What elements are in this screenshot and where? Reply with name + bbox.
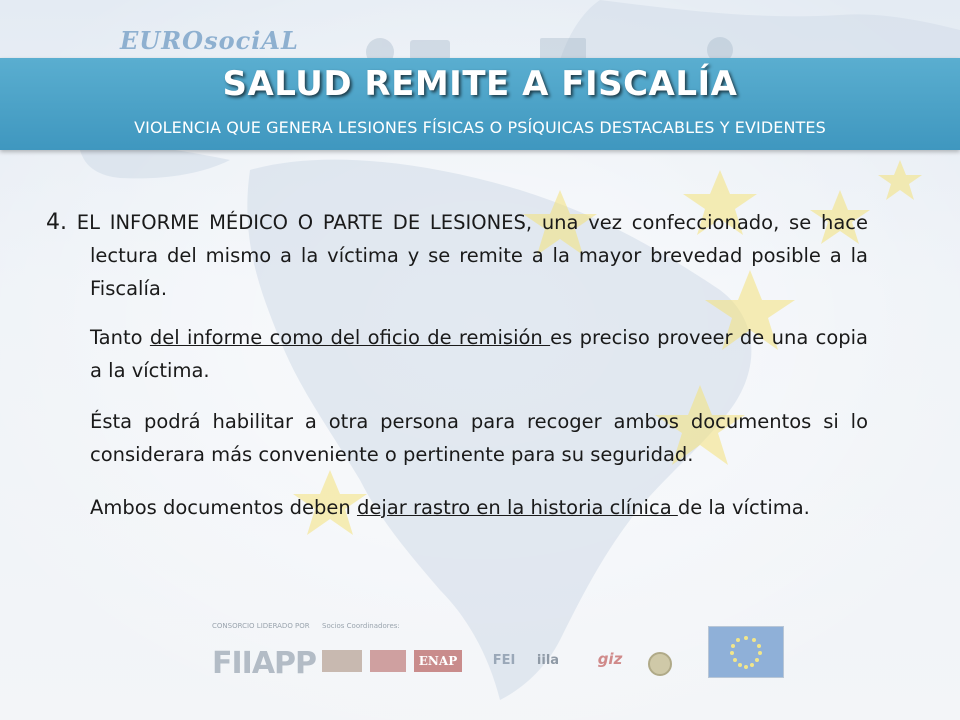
iila-logo: iila <box>536 653 560 668</box>
paragraph-rastro <box>46 489 868 527</box>
title-banner <box>0 58 960 150</box>
paragraph-habilitar: Ésta podrá habilitar a otra persona para recoger ambos documentos si lo considerara más conveniente o pertinente para su seguridad. <box>90 410 868 466</box>
eu-flag-logo <box>708 626 784 678</box>
enap-logo: ENAP <box>414 650 462 672</box>
copia-text-start: Tanto <box>90 326 150 349</box>
copia-text-end: es preciso proveer de una copia a la víctima. <box>90 326 868 382</box>
consortium-caption: CONSORCIO LIDERADO POR <box>212 622 310 630</box>
eurosocial-logo <box>112 12 299 58</box>
rastro-text-start: Ambos documentos deben <box>90 496 357 519</box>
fei-logo: FEI <box>492 653 516 668</box>
informe-text: una vez confeccionado, se hace lectura del mismo a la víctima y se remite a la mayor brevedad posible a la Fiscalía. <box>90 211 868 300</box>
paragraph-copia <box>46 321 868 387</box>
rastro-text-end: de la víctima. <box>677 496 810 519</box>
fiiapp-logo: FIIAPP <box>212 646 317 681</box>
rastro-text-underlined: dejar rastro en la historia clínica <box>356 496 678 519</box>
page-subtitle: VIOLENCIA QUE GENERA LESIONES FÍSICAS O PSÍQUICAS DESTACABLES Y EVIDENTES <box>134 118 826 137</box>
item-number: 4. <box>46 210 67 235</box>
partner-logo-2 <box>370 650 406 672</box>
seal-logo <box>640 644 680 684</box>
informe-heading: EL INFORME MÉDICO O PARTE DE LESIONES, <box>76 211 533 234</box>
giz-logo: giz <box>597 650 623 668</box>
eurosocial-logo-text: EUROsociAL <box>120 26 299 55</box>
partner-logo-1 <box>322 650 362 672</box>
eu-stars-icon <box>709 627 783 677</box>
footer-partner-logos <box>200 618 910 688</box>
slide-content <box>46 206 868 527</box>
copia-text-underlined: del informe como del oficio de remisión <box>149 326 551 349</box>
partners-caption: Socios Coordinadores: <box>322 622 400 630</box>
paragraph-informe-medico <box>46 206 868 305</box>
page-title: SALUD REMITE A FISCALÍA <box>222 64 738 104</box>
